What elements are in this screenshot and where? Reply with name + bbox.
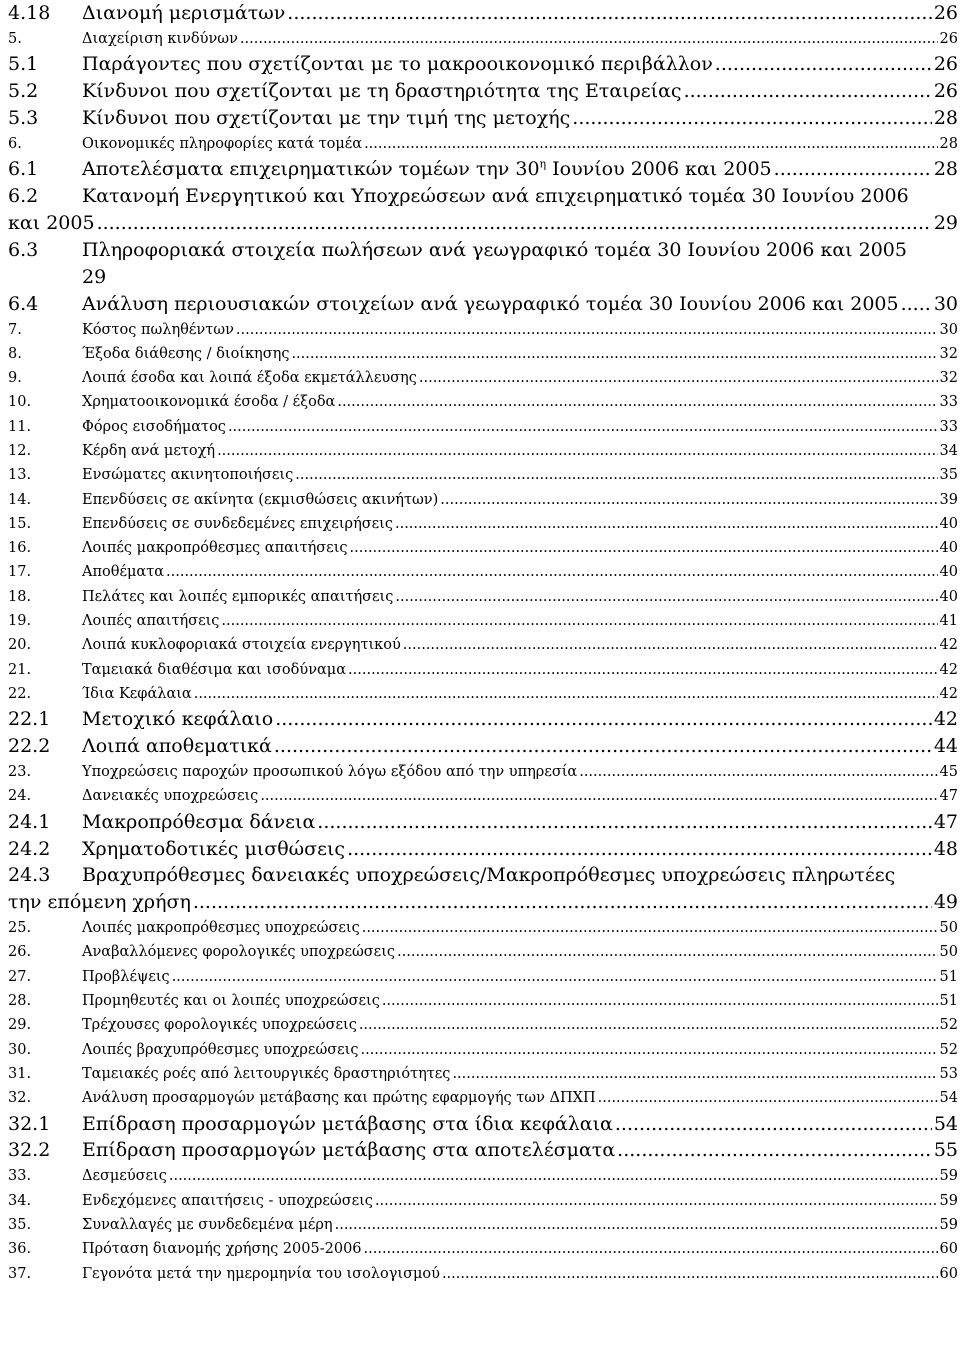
toc-entry[interactable] — [8, 609, 958, 633]
toc-entry[interactable] — [8, 27, 958, 51]
toc-leader-dots — [684, 78, 932, 105]
toc-leader-dots — [221, 609, 937, 633]
toc-entry[interactable] — [8, 1164, 958, 1188]
toc-entry-number: 22.2 — [8, 735, 51, 758]
toc-entry-number: 4.18 — [8, 1, 51, 24]
toc-entry[interactable] — [8, 156, 958, 183]
toc-entry-title: Πελάτες και λοιπές εμπορικές απαιτήσεις — [82, 588, 394, 605]
toc-entry[interactable] — [8, 965, 958, 989]
toc-entry-number: 6. — [8, 135, 22, 152]
toc-entry-title: Λοιπές μακροπρόθεσμες απαιτήσεις — [82, 540, 348, 557]
toc-entry[interactable] — [8, 862, 958, 916]
toc-entry-page: 39 — [939, 491, 958, 508]
toc-entry-title: Βραχυπρόθεσμες δανειακές υποχρεώσεις/Μακροπρόθεσμες υποχρεώσεις πληρωτέες — [82, 864, 896, 887]
toc-entry-number: 5.1 — [8, 53, 39, 76]
toc-leader-dots — [97, 210, 932, 237]
toc-entry-title: Αναβαλλόμενες φορολογικές υποχρεώσεις — [82, 944, 396, 961]
toc-entry-title: Λοιπές βραχυπρόθεσμες υποχρεώσεις — [82, 1041, 359, 1058]
toc-leader-dots — [275, 706, 932, 733]
toc-entry-page: 28 — [933, 106, 958, 129]
toc-entry-title: Προμηθευτές και οι λοιπές υποχρεώσεις — [82, 993, 380, 1010]
toc-leader-dots — [774, 156, 932, 183]
toc-entry-number: 16. — [8, 540, 32, 557]
toc-leader-dots — [715, 51, 932, 78]
toc-entry-title: Έξοδα διάθεσης / διοίκησης — [82, 345, 290, 362]
toc-entry-number: 9. — [8, 370, 22, 387]
toc-entry-page: 42 — [939, 685, 958, 702]
toc-entry-title: Τρέχουσες φορολογικές υποχρεώσεις — [82, 1017, 357, 1034]
toc-leader-dots — [397, 940, 938, 964]
toc-leader-dots — [193, 889, 932, 916]
toc-entry-number: 5. — [8, 30, 22, 47]
toc-leader-dots — [350, 536, 938, 560]
toc-leader-dots — [274, 733, 932, 760]
toc-entry-page: 54 — [939, 1090, 958, 1107]
toc-entry[interactable] — [8, 1062, 958, 1086]
toc-entry-page: 42 — [939, 637, 958, 654]
toc-leader-dots — [317, 809, 932, 836]
toc-entry-number: 24. — [8, 788, 32, 805]
toc-entry-title-continued: την επόμενη χρήση — [8, 891, 191, 914]
toc-entry-number: 20. — [8, 637, 32, 654]
toc-entry-page: 40 — [939, 588, 958, 605]
toc-entry-number: 25. — [8, 920, 32, 937]
toc-entry-title: Ανάλυση προσαρμογών μετάβασης και πρώτης εφαρμογής των ΔΠΧΠ — [82, 1090, 596, 1107]
toc-entry-title: Επενδύσεις σε ακίνητα (εκμισθώσεις ακινήτων) — [82, 491, 439, 508]
toc-entry-title: Διαχείριση κινδύνων — [82, 30, 238, 47]
toc-leader-dots — [337, 390, 937, 414]
toc-entry-page: 59 — [939, 1216, 958, 1233]
toc-entry[interactable] — [8, 784, 958, 808]
toc-entry-page: 26 — [933, 1, 958, 24]
superscript: η — [539, 157, 547, 171]
toc-entry[interactable] — [8, 536, 958, 560]
toc-entry-page: 33 — [939, 418, 958, 435]
toc-entry[interactable] — [8, 183, 958, 237]
toc-entry-number: 32.2 — [8, 1139, 51, 1162]
toc-leader-dots — [382, 989, 938, 1013]
toc-leader-dots — [166, 560, 938, 584]
toc-entry[interactable] — [8, 366, 958, 390]
toc-entry-page: 28 — [933, 158, 958, 181]
toc-entry-number: 37. — [8, 1265, 32, 1282]
toc-entry[interactable] — [8, 916, 958, 940]
toc-entry[interactable] — [8, 989, 958, 1013]
toc-entry-page: 51 — [939, 993, 958, 1010]
toc-entry-title: Αποθέματα — [82, 564, 165, 581]
toc-entry-page: 28 — [939, 135, 958, 152]
toc-entry-page: 52 — [939, 1017, 958, 1034]
toc-leader-dots — [395, 585, 937, 609]
toc-entry-number: 28. — [8, 993, 32, 1010]
toc-entry[interactable] — [8, 318, 958, 342]
toc-entry-page: 48 — [933, 837, 958, 860]
toc-entry[interactable] — [8, 1237, 958, 1261]
toc-leader-dots — [419, 366, 938, 390]
toc-leader-dots — [598, 1086, 938, 1110]
toc-entry-number: 24.2 — [8, 837, 51, 860]
toc-entry[interactable] — [8, 291, 958, 318]
toc-entry[interactable] — [8, 105, 958, 132]
toc-entry-number: 36. — [8, 1241, 32, 1258]
toc-entry-number: 22.1 — [8, 708, 51, 731]
toc-leader-dots — [579, 760, 937, 784]
toc-entry-title: Πρόταση διανομής χρήσης 2005-2006 — [82, 1241, 362, 1258]
toc-entry-number: 10. — [8, 394, 32, 411]
toc-entry-page: 29 — [82, 265, 107, 288]
toc-entry-title: Οικονομικές πληροφορίες κατά τομέα — [82, 135, 363, 152]
toc-entry-title: Κίνδυνοι που σχετίζονται με την τιμή της μετοχής — [82, 106, 571, 129]
toc-entry-number: 32.1 — [8, 1112, 51, 1135]
toc-entry-page: 41 — [939, 613, 958, 630]
toc-leader-dots — [360, 1038, 937, 1062]
toc-entry-number: 35. — [8, 1216, 32, 1233]
toc-entry[interactable] — [8, 132, 958, 156]
toc-entry-page: 32 — [939, 370, 958, 387]
toc-entry[interactable] — [8, 1189, 958, 1213]
toc-entry-title: Παράγοντες που σχετίζονται με το μακροοικονομικό περιβάλλον — [82, 53, 713, 76]
toc-entry-title: Λοιπές μακροπρόθεσμες υποχρεώσεις — [82, 920, 360, 937]
toc-entry-page: 33 — [939, 394, 958, 411]
toc-entry[interactable] — [8, 940, 958, 964]
toc-entry-title: Δεσμεύσεις — [82, 1168, 167, 1185]
toc-entry[interactable] — [8, 1013, 958, 1037]
toc-entry-page: 60 — [939, 1265, 958, 1282]
toc-entry-number: 23. — [8, 764, 32, 781]
title-part: Ιουνίου 2006 και 2005 — [546, 158, 772, 181]
toc-entry-page: 59 — [939, 1192, 958, 1209]
toc-entry[interactable] — [8, 51, 958, 78]
toc-entry-page: 30 — [939, 321, 958, 338]
toc-entry-page: 40 — [939, 515, 958, 532]
toc-entry-page: 42 — [933, 708, 958, 731]
toc-entry-number: 6.1 — [8, 158, 39, 181]
toc-entry-number: 12. — [8, 442, 32, 459]
toc-entry-page: 44 — [933, 735, 958, 758]
toc-entry[interactable] — [8, 1086, 958, 1110]
toc-entry-title: Ενσώματες ακινητοποιήσεις — [82, 467, 294, 484]
toc-entry-page: 55 — [933, 1139, 958, 1162]
toc-entry-title-continued: και 2005 — [8, 211, 95, 234]
toc-leader-dots — [901, 291, 932, 318]
toc-entry[interactable] — [8, 706, 958, 733]
toc-entry-page: 35 — [939, 467, 958, 484]
toc-entry-number: 6.4 — [8, 292, 39, 315]
toc-entry-title: Δανειακές υποχρεώσεις — [82, 788, 259, 805]
toc-entry-page: 50 — [939, 944, 958, 961]
toc-leader-dots — [169, 1164, 938, 1188]
toc-entry-number: 21. — [8, 661, 32, 678]
toc-entry[interactable] — [8, 760, 958, 784]
toc-entry[interactable] — [8, 415, 958, 439]
toc-entry-page: 40 — [939, 564, 958, 581]
toc-entry-number: 13. — [8, 467, 32, 484]
toc-entry[interactable] — [8, 237, 958, 291]
toc-entry-page: 26 — [933, 80, 958, 103]
toc-leader-dots — [395, 512, 938, 536]
toc-entry[interactable] — [8, 0, 958, 27]
toc-entry[interactable] — [8, 512, 958, 536]
title-part: Αποτελέσματα επιχειρηματικών τομέων την 30 — [82, 158, 540, 181]
toc-entry-title: Ταμειακές ροές από λειτουργικές δραστηριότητες — [82, 1065, 451, 1082]
toc-entry-title: Γεγονότα μετά την ημερομηνία του ισολογισμού — [82, 1265, 440, 1282]
toc-leader-dots — [359, 1013, 938, 1037]
toc-entry-number: 8. — [8, 345, 22, 362]
toc-entry-number: 32. — [8, 1090, 32, 1107]
toc-entry-page: 47 — [939, 788, 958, 805]
toc-leader-dots — [442, 1262, 938, 1286]
toc-entry-title: Κατανομή Ενεργητικού και Υποχρεώσεων ανά επιχειρηματικό τομέα 30 Ιουνίου 2006 — [82, 185, 909, 208]
toc-entry-page: 54 — [933, 1112, 958, 1135]
toc-entry[interactable] — [8, 439, 958, 463]
toc-entry-page: 26 — [939, 30, 958, 47]
toc-leader-dots — [362, 916, 938, 940]
toc-entry-title: Υποχρεώσεις παροχών προσωπικού λόγω εξόδου από την υπηρεσία — [82, 764, 578, 781]
toc-leader-dots — [440, 488, 937, 512]
toc-entry-title: Συναλλαγές με συνδεδεμένα μέρη — [82, 1216, 333, 1233]
toc-leader-dots — [194, 682, 938, 706]
toc-entry-page: 32 — [939, 345, 958, 362]
toc-leader-dots — [217, 439, 937, 463]
toc-entry-page: 49 — [933, 891, 958, 914]
toc-entry[interactable] — [8, 560, 958, 584]
toc-entry-number: 14. — [8, 491, 32, 508]
toc-entry-number: 24.3 — [8, 864, 51, 887]
toc-entry-page: 60 — [939, 1241, 958, 1258]
toc-entry[interactable] — [8, 1213, 958, 1237]
toc-entry-title: Πληροφοριακά στοιχεία πωλήσεων ανά γεωγραφικό τομέα 30 Ιουνίου 2006 και 2005 — [82, 238, 907, 261]
toc-leader-dots — [228, 415, 938, 439]
toc-entry[interactable] — [8, 463, 958, 487]
toc-entry[interactable] — [8, 1038, 958, 1062]
toc-entry-page: 47 — [933, 810, 958, 833]
toc-entry-number: 15. — [8, 515, 32, 532]
toc-entry-title — [82, 156, 772, 183]
toc-entry-number: 31. — [8, 1065, 32, 1082]
toc-leader-dots — [348, 658, 938, 682]
toc-entry-title: Λοιπές απαιτήσεις — [82, 613, 220, 630]
toc-entry-page: 29 — [933, 211, 958, 234]
toc-entry-title: Φόρος εισοδήματος — [82, 418, 226, 435]
toc-entry-page: 59 — [939, 1168, 958, 1185]
toc-entry-title: Επίδραση προσαρμογών μετάβασης στα αποτελέσματα — [82, 1139, 616, 1162]
toc-entry[interactable] — [8, 658, 958, 682]
toc-entry-page: 34 — [939, 442, 958, 459]
toc-entry-title: Λοιπά έσοδα και λοιπά έξοδα εκμετάλλευσης — [82, 370, 417, 387]
toc-entry[interactable] — [8, 1137, 958, 1164]
toc-entry-page: 30 — [933, 292, 958, 315]
toc-entry-title: Χρηματοδοτικές μισθώσεις — [82, 837, 346, 860]
toc-entry-title: Επίδραση προσαρμογών μετάβασης στα ίδια κεφάλαια — [82, 1112, 613, 1135]
toc-entry-title: Λοιπά κυκλοφοριακά στοιχεία ενεργητικού — [82, 637, 401, 654]
toc-entry-number: 24.1 — [8, 810, 51, 833]
toc-leader-dots — [295, 463, 937, 487]
toc-entry-number: 11. — [8, 418, 32, 435]
toc-entry[interactable] — [8, 733, 958, 760]
toc-entry[interactable] — [8, 488, 958, 512]
toc-leader-dots — [615, 1111, 932, 1138]
toc-entry[interactable] — [8, 633, 958, 657]
toc-entry-title: Επενδύσεις σε συνδεδεμένες επιχειρήσεις — [82, 515, 393, 532]
table-of-contents — [8, 0, 958, 1286]
toc-entry[interactable] — [8, 682, 958, 706]
toc-leader-dots — [260, 784, 937, 808]
toc-leader-dots — [617, 1137, 932, 1164]
toc-entry-number: 26. — [8, 944, 32, 961]
toc-leader-dots — [240, 27, 938, 51]
toc-entry-page: 42 — [939, 661, 958, 678]
toc-entry-title: Κόστος πωληθέντων — [82, 321, 234, 338]
toc-entry-number: 17. — [8, 564, 32, 581]
toc-entry-number: 5.3 — [8, 106, 39, 129]
toc-entry-page: 45 — [939, 764, 958, 781]
toc-leader-dots — [452, 1062, 937, 1086]
toc-entry-number: 7. — [8, 321, 22, 338]
toc-entry-number: 29. — [8, 1017, 32, 1034]
toc-entry-title: Μακροπρόθεσμα δάνεια — [82, 810, 316, 833]
toc-leader-dots — [364, 1237, 938, 1261]
toc-leader-dots — [287, 0, 932, 27]
toc-entry-number: 6.2 — [8, 185, 39, 208]
toc-entry-page: 50 — [939, 920, 958, 937]
toc-entry-number: 34. — [8, 1192, 32, 1209]
toc-entry-number: 33. — [8, 1168, 32, 1185]
toc-leader-dots — [375, 1189, 938, 1213]
toc-leader-dots — [172, 965, 938, 989]
toc-leader-dots — [236, 318, 938, 342]
toc-entry[interactable] — [8, 78, 958, 105]
toc-entry-number: 22. — [8, 685, 32, 702]
toc-entry-page: 53 — [939, 1065, 958, 1082]
toc-entry[interactable] — [8, 1111, 958, 1138]
toc-entry-title: Ενδεχόμενες απαιτήσεις - υποχρεώσεις — [82, 1192, 373, 1209]
toc-entry-page: 40 — [939, 540, 958, 557]
toc-entry-title: Ταμειακά διαθέσιμα και ισοδύναμα — [82, 661, 347, 678]
toc-entry-title: Ανάλυση περιουσιακών στοιχείων ανά γεωγραφικό τομέα 30 Ιουνίου 2006 και 2005 — [82, 292, 899, 315]
toc-entry-number: 6.3 — [8, 238, 39, 261]
toc-entry-number: 30. — [8, 1041, 32, 1058]
toc-leader-dots — [364, 132, 937, 156]
toc-entry-number: 18. — [8, 588, 32, 605]
toc-entry-title: Προβλέψεις — [82, 968, 170, 985]
toc-entry[interactable] — [8, 809, 958, 836]
toc-entry[interactable] — [8, 836, 958, 863]
toc-entry-title: Ίδια Κεφάλαια — [82, 685, 192, 702]
toc-leader-dots — [291, 342, 937, 366]
toc-entry-title: Κίνδυνοι που σχετίζονται με τη δραστηριότητα της Εταιρείας — [82, 80, 682, 103]
toc-entry[interactable] — [8, 585, 958, 609]
toc-entry-title: Χρηματοοικονομικά έσοδα / έξοδα — [82, 394, 336, 411]
toc-entry[interactable] — [8, 1262, 958, 1286]
toc-entry-number: 27. — [8, 968, 32, 985]
toc-entry-page: 52 — [939, 1041, 958, 1058]
toc-entry-title: Κέρδη ανά μετοχή — [82, 442, 216, 459]
toc-entry-page: 26 — [933, 53, 958, 76]
toc-entry-page: 51 — [939, 968, 958, 985]
toc-entry-number: 5.2 — [8, 80, 39, 103]
toc-entry-title: Μετοχικό κεφάλαιο — [82, 708, 274, 731]
toc-entry-number: 19. — [8, 613, 32, 630]
toc-leader-dots — [335, 1213, 938, 1237]
toc-leader-dots — [572, 105, 932, 132]
toc-entry[interactable] — [8, 342, 958, 366]
toc-entry-title: Διανομή μερισμάτων — [82, 1, 286, 24]
toc-entry-title: Λοιπά αποθεματικά — [82, 735, 272, 758]
toc-entry[interactable] — [8, 390, 958, 414]
toc-leader-dots — [403, 633, 938, 657]
toc-leader-dots — [347, 836, 932, 863]
